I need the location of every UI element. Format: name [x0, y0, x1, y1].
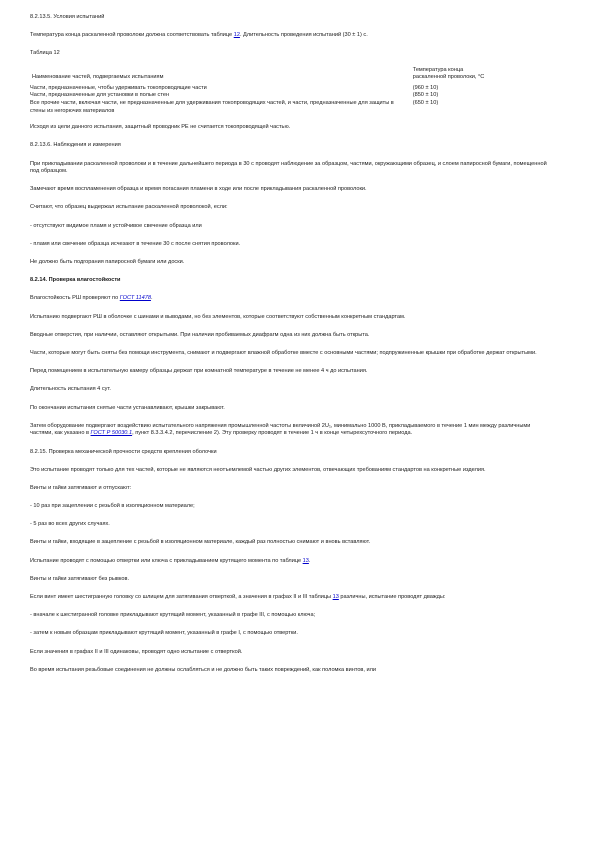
table-12-link[interactable]: 12 [233, 32, 240, 39]
table-row [30, 85, 492, 93]
paragraph: Замечают время воспламенения образца и время погасания пламени в ходе или после прикладывания раскаленной проволоки. [30, 186, 367, 193]
table-header-row [30, 67, 492, 85]
text: Если винт имеет шестигранную головку со шлицем для затягивания отверткой, а значения в графах II и III таблицы [30, 594, 333, 600]
list-item: - 5 раз во всех других случаях. [30, 521, 110, 528]
paragraph: Во время испытания резьбовые соединения не должны ослабляться и не должно быть таких повреждений, как поломка винтов, или [30, 666, 377, 673]
paragraph: Считают, что образец выдержал испытание раскаленной проволокой, если: [30, 204, 228, 211]
text: . [150, 295, 153, 302]
section-heading: 8.2.14. Проверка влагостойкости [30, 277, 121, 284]
gost-11478-link[interactable]: ГОСТ 11478 [119, 295, 151, 302]
paragraph: Винты и гайки, входящие в зацепление с резьбой в изоляционном материале, каждый раз полностью снимают и вновь вставляют. [30, 539, 371, 546]
table-cell-name: Части, предназначенные, чтобы удерживать токопроводящие части [30, 84, 207, 91]
table-header-temp: Температура конца раскаленной проволоки, °С [412, 66, 485, 81]
table-cell-temp: (960 ± 10) [412, 84, 439, 91]
paragraph: Исходя из цели данного испытания, защитный проводник PE не считается токопроводящей частью. [30, 124, 291, 131]
text: . [308, 557, 311, 564]
table-13-link[interactable]: 13 [332, 594, 339, 600]
list-item: - вначале к шестигранной головке прикладывают крутящий момент, указанный в графе III, с помощью ключа; [30, 612, 316, 619]
paragraph: Длительность испытания 4 сут. [30, 386, 111, 393]
text: Температура конца раскаленной проволоки должна соответствовать таблице [30, 32, 234, 39]
text: различны, испытание проводят дважды: [338, 594, 446, 600]
text: Влагостойкость РШ проверяют по [30, 295, 120, 302]
paragraph: По окончании испытания снятые части устанавливают, крышки закрывают. [30, 404, 225, 411]
text: Испытание проводят с помощью отвертки или ключа с прикладыванием крутящего момента по таблице [30, 557, 303, 564]
paragraph: Перед помещением в испытательную камеру образцы держат при комнатной температуре в течение не менее 4 ч до испытания. [30, 368, 368, 375]
paragraph [30, 594, 550, 602]
table-cell-name: Части, предназначенные для установки в полые стен [30, 92, 170, 99]
list-item: - отсутствуют видимое пламя и устойчивое свечение образца или [30, 222, 202, 229]
paragraph: Винты и гайки затягивают и отпускают: [30, 484, 132, 491]
paragraph: Испытанию подвергают РШ в оболочке с шинами и выводами, но без элементов, которые соответствуют собственным конкретным стандартам. [30, 313, 406, 320]
temperature-table [30, 67, 492, 116]
document-page [30, 14, 550, 685]
paragraph: Части, которые могут быть сняты без помощи инструмента, снимают и подвергают влажной обработке вместе с основными частями; подпружиненные крышки при обработке держат открытыми. [30, 349, 537, 356]
gost-r-50030-1-link[interactable]: ГОСТ Р 50030.1 [90, 430, 133, 437]
list-item: - пламя или свечение образца исчезают в течение 30 с после снятия проволоки. [30, 240, 241, 247]
paragraph: Не должно быть подгорания папиросной бумаги или доски. [30, 259, 185, 266]
section-heading: 8.2.15. Проверка механической прочности средств крепления оболочки [30, 448, 217, 455]
paragraph [30, 32, 550, 40]
paragraph [30, 423, 550, 438]
text: Затем оборудование подвергают воздействию испытательного напряжения промышленной частоты величиной 2U₁, минимально 1000 В, прикладываемого в течение 1 мин между различными частями, как указано в [30, 422, 531, 437]
list-item: - затем к новым образцам прикладывают крутящий момент, указанный в графе I, с помощью отвертки. [30, 630, 298, 637]
table-cell-temp: (650 ± 10) [412, 99, 439, 106]
table-cell-name: Все прочие части, включая части, не предназначенные для удерживания токопроводящих частей, и части, предназначенные для защиты в стены из негорючих материалов [30, 99, 394, 114]
section-heading: 8.2.13.5. Условия испытаний [30, 14, 105, 20]
table-cell-temp: (850 ± 10) [412, 92, 439, 99]
section-heading: 8.2.13.6. Наблюдения и измерения [30, 142, 121, 149]
list-item: - 10 раз при зацеплении с резьбой в изоляционном материале; [30, 503, 195, 510]
text: . Длительность проведения испытаний (30 ± 1) с. [239, 32, 368, 39]
paragraph [30, 295, 550, 303]
text: , пункт 8.3.3.4.2, перечисление 2). Эту проверку проводят в течение 1 ч в конце четырехсуточного периода. [132, 430, 413, 437]
paragraph: Если значения в графах II и III одинаковы, проводят одно испытание с отверткой. [30, 648, 243, 655]
table-row [30, 92, 492, 100]
paragraph: При прикладывании раскаленной проволоки и в течение дальнейшего периода в 30 с проводят наблюдение за образцом, частями, окружающими образец, и слоем папиросной бумаги, помещенной под образцом. [30, 160, 547, 175]
paragraph: Винты и гайки затягивают без рывков. [30, 575, 130, 582]
table-caption: Таблица 12 [30, 50, 60, 57]
paragraph: Вводные отверстия, при наличии, оставляют открытыми. При наличии пробиваемых диафрагм одна из них должна быть открыта. [30, 331, 370, 338]
table-13-link[interactable]: 13 [302, 557, 309, 564]
table-row [30, 100, 492, 115]
paragraph [30, 558, 550, 566]
paragraph: Это испытание проводят только для тех частей, которые не являются неотъемлемой частью других элементов, отвечающих требованиям стандартов на конкретные изделия. [30, 466, 486, 473]
table-header-name: Наименование частей, подвергаемых испытаниям [32, 74, 164, 81]
